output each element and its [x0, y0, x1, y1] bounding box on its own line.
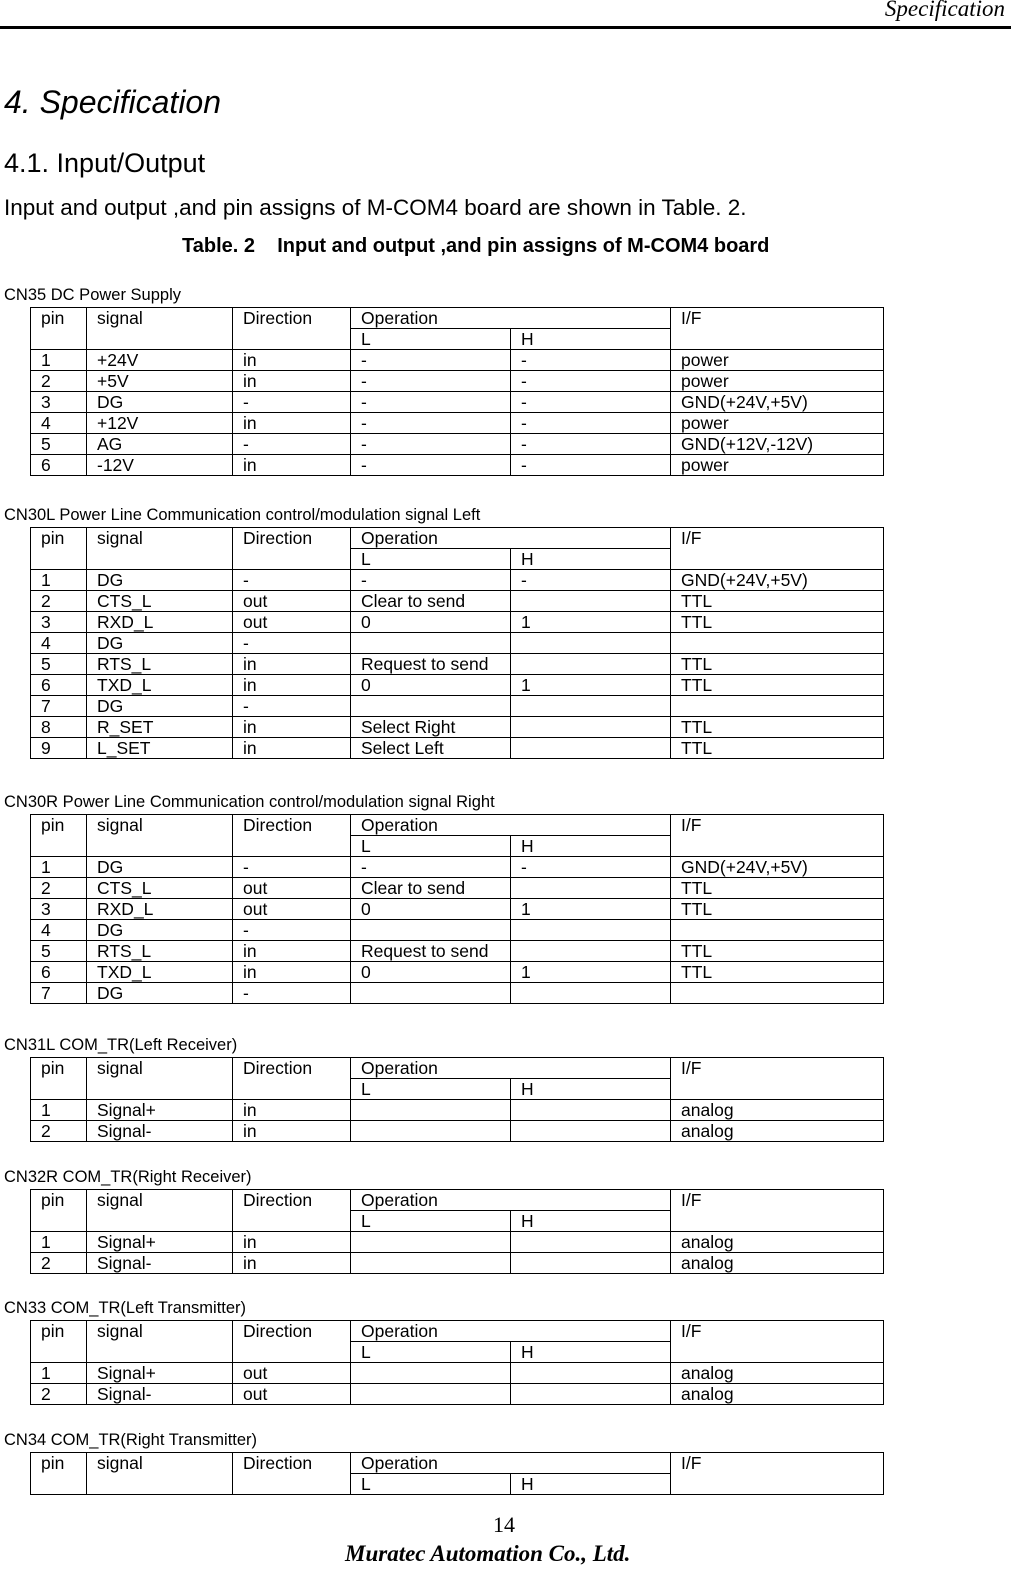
operation-low-cell: -: [351, 857, 511, 878]
table-header-row: [31, 1453, 884, 1474]
operation-low-cell: [351, 1100, 511, 1121]
operation-high-cell: [511, 878, 671, 899]
table-row: [31, 1253, 884, 1274]
direction-cell: in: [233, 654, 351, 675]
operation-high-cell: [511, 983, 671, 1004]
direction-cell: -: [233, 392, 351, 413]
direction-cell: out: [233, 899, 351, 920]
operation-high-cell: [511, 738, 671, 759]
signal-cell: DG: [87, 570, 233, 591]
pin-cell: 5: [31, 654, 87, 675]
pin-cell: 7: [31, 696, 87, 717]
header-high: H: [511, 836, 671, 857]
table-row: [31, 696, 884, 717]
connector-section-title: CN34 COM_TR(Right Transmitter): [4, 1431, 258, 1449]
pin-cell: 1: [31, 1100, 87, 1121]
pin-cell: 4: [31, 413, 87, 434]
table-row: [31, 591, 884, 612]
direction-cell: -: [233, 696, 351, 717]
direction-cell: -: [233, 434, 351, 455]
pin-cell: 3: [31, 612, 87, 633]
direction-cell: out: [233, 1384, 351, 1405]
connector-section-title: CN35 DC Power Supply: [4, 286, 181, 304]
operation-low-cell: [351, 1253, 511, 1274]
direction-cell: -: [233, 570, 351, 591]
table-row: [31, 570, 884, 591]
header-high: H: [511, 329, 671, 350]
signal-cell: CTS_L: [87, 591, 233, 612]
operation-high-cell: 1: [511, 612, 671, 633]
pin-table: [30, 814, 884, 1004]
operation-high-cell: -: [511, 857, 671, 878]
signal-cell: DG: [87, 920, 233, 941]
connector-section-title: CN31L COM_TR(Left Receiver): [4, 1036, 238, 1054]
pin-cell: 3: [31, 392, 87, 413]
connector-section-title: CN30L Power Line Communication control/modulation signal Left: [4, 506, 481, 524]
operation-high-cell: -: [511, 392, 671, 413]
interface-cell: GND(+12V,-12V): [671, 434, 884, 455]
interface-cell: power: [671, 371, 884, 392]
header-interface: I/F: [671, 815, 884, 857]
table-header-row: [31, 1321, 884, 1342]
operation-high-cell: [511, 654, 671, 675]
header-signal: signal: [87, 815, 233, 857]
operation-low-cell: Request to send: [351, 654, 511, 675]
header-high: H: [511, 549, 671, 570]
header-interface: I/F: [671, 1453, 884, 1495]
interface-cell: analog: [671, 1363, 884, 1384]
interface-cell: GND(+24V,+5V): [671, 392, 884, 413]
interface-cell: [671, 633, 884, 654]
pin-cell: 6: [31, 962, 87, 983]
direction-cell: in: [233, 1253, 351, 1274]
operation-high-cell: -: [511, 455, 671, 476]
header-operation: Operation: [351, 528, 671, 549]
interface-cell: analog: [671, 1384, 884, 1405]
intro-paragraph: Input and output ,and pin assigns of M-COM4 board are shown in Table. 2.: [4, 195, 747, 220]
table-row: [31, 1121, 884, 1142]
header-signal: signal: [87, 308, 233, 350]
direction-cell: in: [233, 1121, 351, 1142]
signal-cell: Signal-: [87, 1253, 233, 1274]
header-pin: pin: [31, 1058, 87, 1100]
operation-low-cell: [351, 920, 511, 941]
table-header-row: [31, 308, 884, 329]
table-row: [31, 612, 884, 633]
operation-high-cell: [511, 1384, 671, 1405]
direction-cell: in: [233, 675, 351, 696]
table-row: [31, 434, 884, 455]
direction-cell: in: [233, 1100, 351, 1121]
interface-cell: GND(+24V,+5V): [671, 857, 884, 878]
table-row: [31, 1232, 884, 1253]
table-row: [31, 899, 884, 920]
operation-low-cell: -: [351, 413, 511, 434]
direction-cell: in: [233, 717, 351, 738]
connector-section-title: CN32R COM_TR(Right Receiver): [4, 1168, 252, 1186]
pin-table: [30, 1189, 884, 1274]
operation-low-cell: 0: [351, 612, 511, 633]
pin-cell: 1: [31, 350, 87, 371]
operation-low-cell: [351, 696, 511, 717]
table-row: [31, 371, 884, 392]
table-row: [31, 455, 884, 476]
signal-cell: +12V: [87, 413, 233, 434]
signal-cell: TXD_L: [87, 675, 233, 696]
operation-low-cell: [351, 1363, 511, 1384]
operation-high-cell: [511, 941, 671, 962]
interface-cell: analog: [671, 1121, 884, 1142]
pin-cell: 9: [31, 738, 87, 759]
operation-low-cell: [351, 633, 511, 654]
header-direction: Direction: [233, 815, 351, 857]
operation-low-cell: -: [351, 434, 511, 455]
operation-high-cell: [511, 717, 671, 738]
table-row: [31, 392, 884, 413]
signal-cell: +5V: [87, 371, 233, 392]
operation-high-cell: [511, 591, 671, 612]
pin-cell: 6: [31, 675, 87, 696]
table-row: [31, 941, 884, 962]
table-header-row: [31, 1058, 884, 1079]
operation-high-cell: [511, 696, 671, 717]
operation-high-cell: [511, 1232, 671, 1253]
pin-table: [30, 1452, 884, 1495]
connector-section-title: CN33 COM_TR(Left Transmitter): [4, 1299, 247, 1317]
direction-cell: out: [233, 591, 351, 612]
signal-cell: DG: [87, 983, 233, 1004]
operation-low-cell: -: [351, 570, 511, 591]
header-operation: Operation: [351, 1453, 671, 1474]
pin-cell: 5: [31, 434, 87, 455]
header-low: L: [351, 1211, 511, 1232]
operation-low-cell: Clear to send: [351, 878, 511, 899]
chapter-title: 4. Specification: [4, 84, 222, 120]
table-row: [31, 350, 884, 371]
direction-cell: in: [233, 371, 351, 392]
operation-low-cell: 0: [351, 899, 511, 920]
signal-cell: DG: [87, 633, 233, 654]
header-low: L: [351, 549, 511, 570]
table-header-row: [31, 1190, 884, 1211]
table-row: [31, 1384, 884, 1405]
interface-cell: [671, 983, 884, 1004]
operation-high-cell: -: [511, 413, 671, 434]
interface-cell: analog: [671, 1253, 884, 1274]
interface-cell: TTL: [671, 899, 884, 920]
interface-cell: [671, 920, 884, 941]
table-row: [31, 983, 884, 1004]
operation-high-cell: [511, 1121, 671, 1142]
pin-cell: 1: [31, 1232, 87, 1253]
pin-cell: 3: [31, 899, 87, 920]
operation-low-cell: [351, 1121, 511, 1142]
header-low: L: [351, 1474, 511, 1495]
pin-cell: 2: [31, 591, 87, 612]
signal-cell: L_SET: [87, 738, 233, 759]
operation-low-cell: [351, 1384, 511, 1405]
signal-cell: Signal-: [87, 1384, 233, 1405]
operation-high-cell: [511, 1100, 671, 1121]
header-low: L: [351, 329, 511, 350]
header-high: H: [511, 1079, 671, 1100]
pin-cell: 4: [31, 920, 87, 941]
direction-cell: -: [233, 633, 351, 654]
interface-cell: analog: [671, 1100, 884, 1121]
header-direction: Direction: [233, 1190, 351, 1232]
header-pin: pin: [31, 528, 87, 570]
signal-cell: +24V: [87, 350, 233, 371]
signal-cell: DG: [87, 857, 233, 878]
operation-high-cell: [511, 633, 671, 654]
interface-cell: GND(+24V,+5V): [671, 570, 884, 591]
table-header-row: [31, 528, 884, 549]
signal-cell: Signal+: [87, 1232, 233, 1253]
operation-high-cell: [511, 920, 671, 941]
operation-high-cell: -: [511, 371, 671, 392]
interface-cell: TTL: [671, 962, 884, 983]
pin-table: [30, 527, 884, 759]
pin-cell: 2: [31, 1253, 87, 1274]
interface-cell: power: [671, 350, 884, 371]
pin-cell: 2: [31, 1384, 87, 1405]
header-signal: signal: [87, 1321, 233, 1363]
header-pin: pin: [31, 308, 87, 350]
section-title: 4.1. Input/Output: [4, 148, 206, 178]
signal-cell: Signal+: [87, 1100, 233, 1121]
table-row: [31, 654, 884, 675]
operation-high-cell: [511, 1253, 671, 1274]
header-rule: [0, 26, 1011, 29]
pin-cell: 8: [31, 717, 87, 738]
interface-cell: TTL: [671, 591, 884, 612]
operation-low-cell: -: [351, 455, 511, 476]
connector-section-title: CN30R Power Line Communication control/modulation signal Right: [4, 793, 495, 811]
interface-cell: TTL: [671, 612, 884, 633]
operation-low-cell: [351, 983, 511, 1004]
header-direction: Direction: [233, 308, 351, 350]
header-interface: I/F: [671, 308, 884, 350]
operation-low-cell: Select Left: [351, 738, 511, 759]
signal-cell: RXD_L: [87, 899, 233, 920]
table-row: [31, 738, 884, 759]
header-direction: Direction: [233, 528, 351, 570]
direction-cell: out: [233, 878, 351, 899]
operation-low-cell: -: [351, 350, 511, 371]
signal-cell: DG: [87, 696, 233, 717]
direction-cell: in: [233, 962, 351, 983]
header-low: L: [351, 1342, 511, 1363]
operation-low-cell: Select Right: [351, 717, 511, 738]
direction-cell: -: [233, 920, 351, 941]
header-operation: Operation: [351, 1058, 671, 1079]
table-row: [31, 1100, 884, 1121]
header-operation: Operation: [351, 815, 671, 836]
table-row: [31, 675, 884, 696]
direction-cell: out: [233, 612, 351, 633]
header-low: L: [351, 836, 511, 857]
pin-cell: 1: [31, 1363, 87, 1384]
signal-cell: R_SET: [87, 717, 233, 738]
header-direction: Direction: [233, 1453, 351, 1495]
header-interface: I/F: [671, 1058, 884, 1100]
page-number: 14: [493, 1512, 515, 1537]
header-pin: pin: [31, 815, 87, 857]
operation-high-cell: [511, 1363, 671, 1384]
table-caption: Table. 2 Input and output ,and pin assigns of M-COM4 board: [182, 235, 770, 257]
running-header-title: Specification: [884, 0, 1005, 21]
pin-cell: 2: [31, 878, 87, 899]
interface-cell: TTL: [671, 878, 884, 899]
header-pin: pin: [31, 1321, 87, 1363]
interface-cell: TTL: [671, 941, 884, 962]
interface-cell: [671, 696, 884, 717]
operation-low-cell: 0: [351, 962, 511, 983]
signal-cell: Signal+: [87, 1363, 233, 1384]
pin-table: [30, 307, 884, 476]
table-row: [31, 962, 884, 983]
pin-cell: 1: [31, 857, 87, 878]
header-operation: Operation: [351, 308, 671, 329]
pin-table: [30, 1057, 884, 1142]
header-interface: I/F: [671, 1321, 884, 1363]
direction-cell: in: [233, 350, 351, 371]
interface-cell: TTL: [671, 654, 884, 675]
table-row: [31, 413, 884, 434]
header-direction: Direction: [233, 1321, 351, 1363]
operation-low-cell: -: [351, 392, 511, 413]
signal-cell: RXD_L: [87, 612, 233, 633]
interface-cell: power: [671, 413, 884, 434]
interface-cell: TTL: [671, 717, 884, 738]
table-row: [31, 920, 884, 941]
interface-cell: power: [671, 455, 884, 476]
pin-cell: 4: [31, 633, 87, 654]
header-high: H: [511, 1342, 671, 1363]
header-pin: pin: [31, 1190, 87, 1232]
signal-cell: TXD_L: [87, 962, 233, 983]
table-row: [31, 1363, 884, 1384]
operation-high-cell: -: [511, 434, 671, 455]
table-header-row: [31, 815, 884, 836]
interface-cell: analog: [671, 1232, 884, 1253]
header-low: L: [351, 1079, 511, 1100]
operation-low-cell: Clear to send: [351, 591, 511, 612]
pin-cell: 6: [31, 455, 87, 476]
direction-cell: in: [233, 941, 351, 962]
operation-high-cell: 1: [511, 962, 671, 983]
header-signal: signal: [87, 1453, 233, 1495]
pin-cell: 2: [31, 371, 87, 392]
direction-cell: out: [233, 1363, 351, 1384]
operation-high-cell: 1: [511, 899, 671, 920]
direction-cell: in: [233, 455, 351, 476]
header-operation: Operation: [351, 1190, 671, 1211]
direction-cell: in: [233, 738, 351, 759]
operation-low-cell: -: [351, 371, 511, 392]
signal-cell: RTS_L: [87, 941, 233, 962]
operation-low-cell: 0: [351, 675, 511, 696]
interface-cell: TTL: [671, 675, 884, 696]
footer-company: Muratec Automation Co., Ltd.: [345, 1541, 631, 1566]
table-row: [31, 717, 884, 738]
signal-cell: DG: [87, 392, 233, 413]
pin-table: [30, 1320, 884, 1405]
signal-cell: Signal-: [87, 1121, 233, 1142]
pin-cell: 1: [31, 570, 87, 591]
header-pin: pin: [31, 1453, 87, 1495]
signal-cell: RTS_L: [87, 654, 233, 675]
header-direction: Direction: [233, 1058, 351, 1100]
direction-cell: in: [233, 413, 351, 434]
header-signal: signal: [87, 1058, 233, 1100]
direction-cell: -: [233, 857, 351, 878]
signal-cell: CTS_L: [87, 878, 233, 899]
signal-cell: -12V: [87, 455, 233, 476]
table-row: [31, 878, 884, 899]
direction-cell: in: [233, 1232, 351, 1253]
header-high: H: [511, 1211, 671, 1232]
operation-low-cell: [351, 1232, 511, 1253]
interface-cell: TTL: [671, 738, 884, 759]
operation-high-cell: 1: [511, 675, 671, 696]
operation-high-cell: -: [511, 350, 671, 371]
pin-cell: 7: [31, 983, 87, 1004]
direction-cell: -: [233, 983, 351, 1004]
operation-low-cell: Request to send: [351, 941, 511, 962]
header-interface: I/F: [671, 1190, 884, 1232]
table-row: [31, 857, 884, 878]
header-high: H: [511, 1474, 671, 1495]
pin-cell: 5: [31, 941, 87, 962]
table-row: [31, 633, 884, 654]
signal-cell: AG: [87, 434, 233, 455]
header-operation: Operation: [351, 1321, 671, 1342]
header-interface: I/F: [671, 528, 884, 570]
operation-high-cell: -: [511, 570, 671, 591]
pin-cell: 2: [31, 1121, 87, 1142]
header-signal: signal: [87, 1190, 233, 1232]
header-signal: signal: [87, 528, 233, 570]
